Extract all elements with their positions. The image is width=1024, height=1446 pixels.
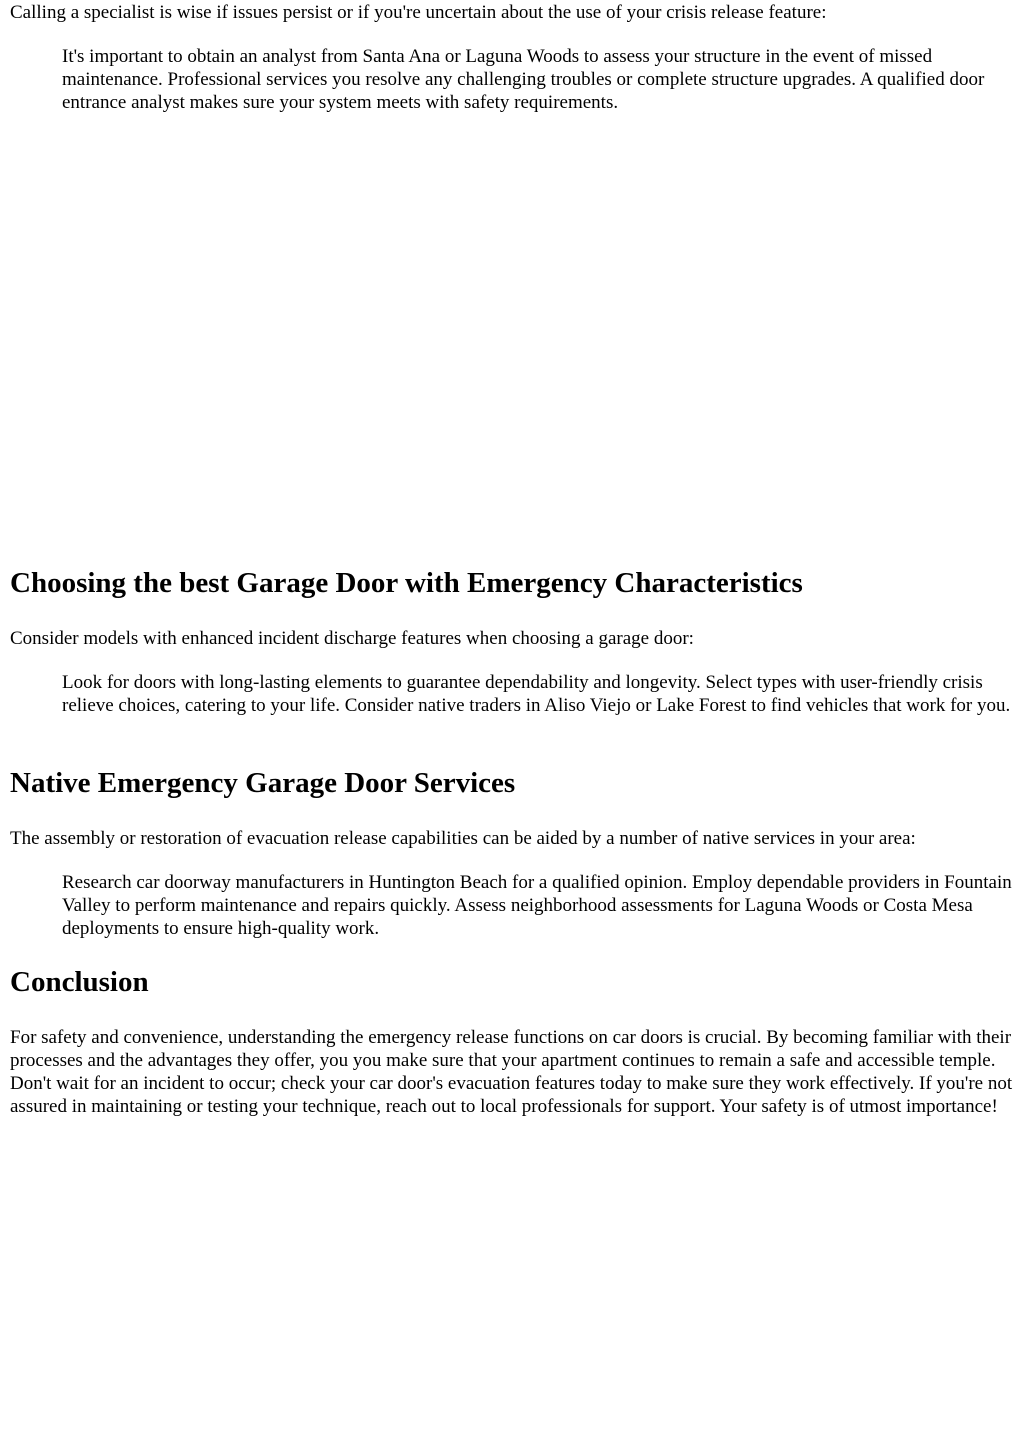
native-paragraph: The assembly or restoration of evacuation release capabilities can be aided by a number of native services in your area: [10,828,916,849]
conclusion-paragraph: For safety and convenience, understanding the emergency release functions on car doors is crucial. By becoming familiar with their processes and the advantages they offer, you you make sure that your apartment continues to remain a safe and accessible temple. Don't wait for an incident to occur; check your car door's evacuation features today to make sure they work effectively. If you're not assured in maintaining or testing your technique, reach out to local professionals for support. Your safety is of utmost importance! [10,1027,1013,1117]
native-heading: Native Emergency Garage Door Services [10,767,516,799]
intro-paragraph: Calling a specialist is wise if issues persist or if you're uncertain about the use of your crisis release feature: [10,2,827,23]
choosing-blockquote: Look for doors with long-lasting elements to guarantee dependability and longevity. Select types with user-friendly crisis relieve choices, catering to your life. Consider native traders in Aliso Viejo or Lake Forest to find vehicles that work for you. [62,672,1011,716]
conclusion-heading: Conclusion [10,966,149,998]
choosing-heading: Choosing the best Garage Door with Emergency Characteristics [10,567,803,599]
intro-blockquote: It's important to obtain an analyst from Santa Ana or Laguna Woods to assess your structure in the event of missed maintenance. Professional services you resolve any challenging troubles or complete structure upgrades. A qualified door entrance analyst makes sure your system meets with safety requirements. [62,46,985,113]
choosing-paragraph: Consider models with enhanced incident discharge features when choosing a garage door: [10,628,694,649]
native-blockquote: Research car doorway manufacturers in Huntington Beach for a qualified opinion. Employ dependable providers in Fountain Valley to perform maintenance and repairs quickly. Assess neighborhood assessments for Laguna Woods or Costa Mesa deployments to ensure high-quality work. [62,872,1012,939]
